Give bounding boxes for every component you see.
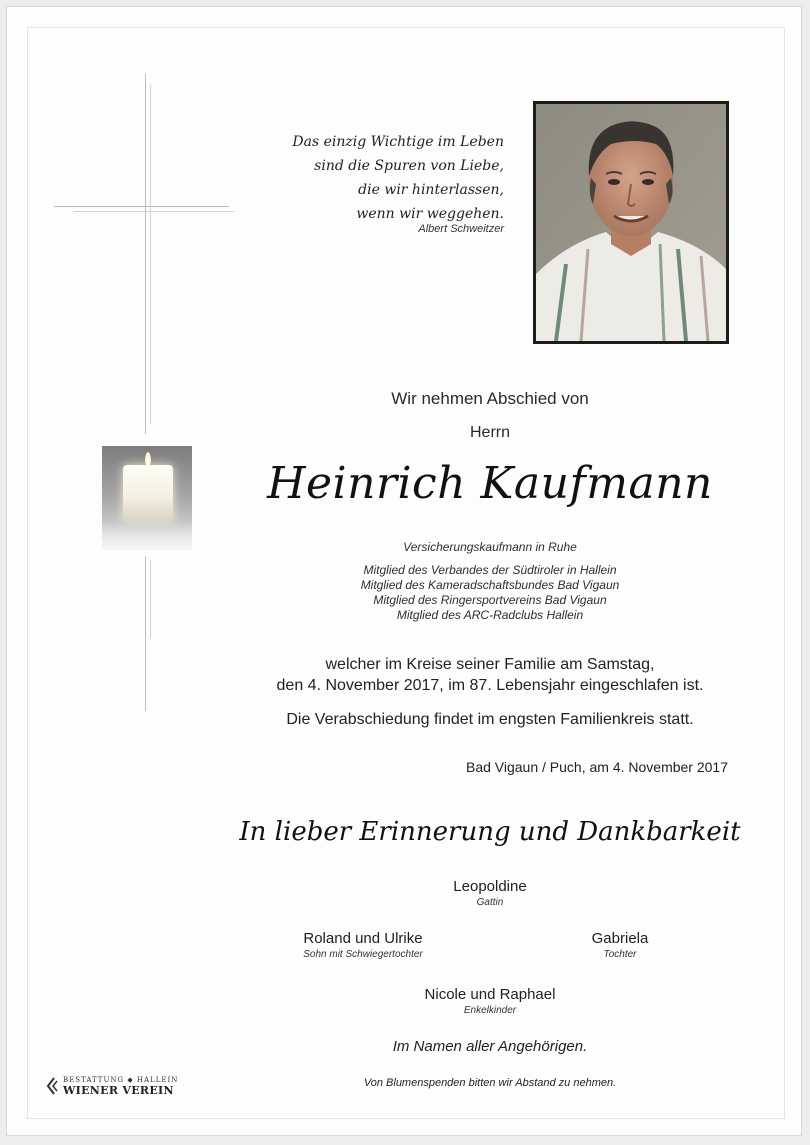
portrait-photo (533, 101, 729, 344)
membership-item: Mitglied des Ringersportvereins Bad Vigaun (373, 593, 607, 607)
quote-line: die wir hinterlassen, (358, 182, 504, 198)
closing-line: Im Namen aller Angehörigen. (392, 1038, 588, 1055)
family-member-relation: Gattin (476, 897, 504, 908)
cross-vertical-line (145, 74, 146, 434)
family-member-name: Nicole und Raphael (424, 986, 556, 1003)
candle-flame (145, 452, 151, 466)
membership-item: Mitglied des Kameradschaftsbundes Bad Vigaun (360, 578, 620, 592)
funeral-home-logo (46, 1075, 178, 1099)
remembrance-heading: In lieber Erinnerung und Dankbarkeit (239, 817, 741, 847)
cross-horizontal-line-secondary (74, 211, 234, 212)
cross-vertical-line-lower (145, 556, 146, 711)
family-member-roland (263, 930, 463, 960)
family-member-relation: Enkelkinder (463, 1005, 517, 1016)
place-date: Bad Vigaun / Puch, am 4. November 2017 (465, 759, 728, 775)
quote-line: Das einzig Wichtige im Leben (292, 134, 504, 150)
family-member-relation: Sohn mit Schwiegertochter (303, 949, 423, 960)
candle-reflection (102, 522, 192, 550)
farewell-intro: Wir nehmen Abschied von (391, 389, 589, 408)
flowers-note: Von Blumenspenden bitten wir Abstand zu nehmen. (363, 1077, 617, 1089)
cross-vertical-line-secondary (150, 84, 151, 424)
wiener-verein-logo-icon (46, 1077, 60, 1095)
cross-vertical-line-lower-secondary (150, 560, 151, 638)
candle-body (123, 465, 173, 521)
memberships-list (240, 563, 740, 623)
profession: Versicherungskaufmann in Ruhe (403, 540, 577, 554)
quote-line: sind die Spuren von Liebe, (314, 158, 504, 174)
logo-main-line: WIENER VEREIN (63, 1084, 174, 1097)
family-member-name: Leopoldine (453, 878, 527, 895)
candle-icon (102, 446, 192, 550)
membership-item: Mitglied des Verbandes der Südtiroler in Hallein (363, 563, 617, 577)
family-member-nicole (390, 986, 590, 1016)
family-member-gabriela (520, 930, 720, 960)
portrait-image (536, 104, 726, 341)
farewell-notice: Die Verabschiedung findet im engsten Familienkreis statt. (286, 711, 694, 728)
family-member-leopoldine (390, 878, 590, 908)
death-announcement-line: welcher im Kreise seiner Familie am Samstag, (325, 656, 655, 673)
death-announcement (240, 654, 740, 696)
death-announcement-line: den 4. November 2017, im 87. Lebensjahr eingeschlafen ist. (276, 677, 704, 694)
family-member-relation: Tochter (603, 949, 637, 960)
cross-horizontal-line (54, 206, 229, 207)
salutation: Herrn (469, 424, 510, 441)
quote-line: wenn wir weggehen. (356, 206, 504, 222)
quote (250, 130, 504, 226)
family-member-name: Gabriela (591, 930, 649, 947)
quote-author: Albert Schweitzer (418, 223, 504, 235)
deceased-name: Heinrich Kaufmann (267, 458, 713, 509)
logo-top-line: BESTATTUNG ◆ HALLEIN (63, 1076, 179, 1084)
membership-item: Mitglied des ARC-Radclubs Hallein (396, 608, 584, 622)
family-member-name: Roland und Ulrike (303, 930, 423, 947)
